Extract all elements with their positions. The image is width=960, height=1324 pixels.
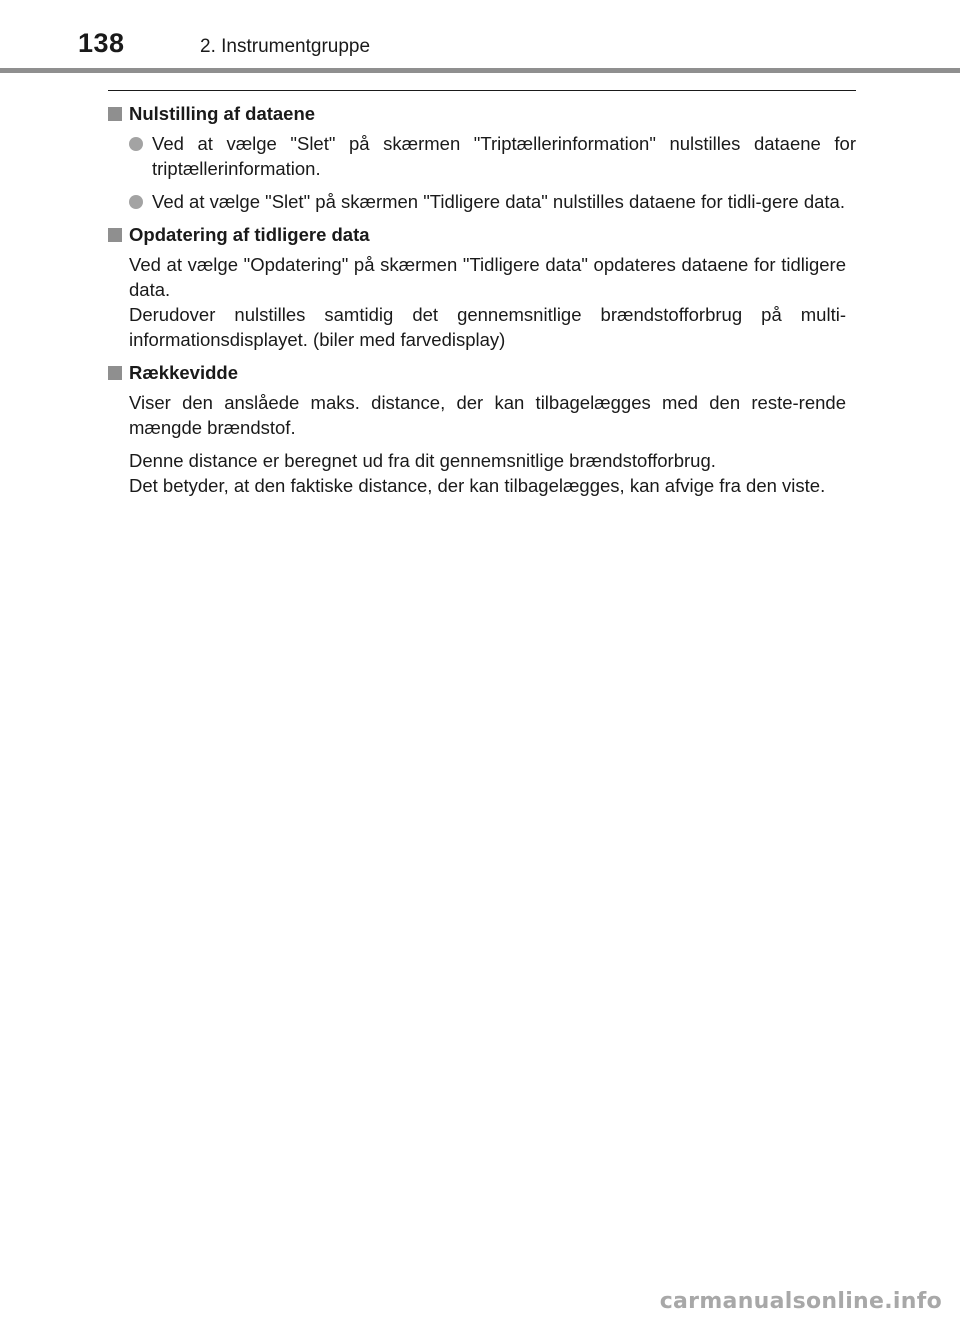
circle-bullet-icon: [129, 137, 143, 151]
bullet-text: Ved at vælge "Slet" på skærmen "Triptællerinformation" nulstilles dataene for triptællerinformation.: [152, 133, 856, 179]
paragraph: Ved at vælge "Opdatering" på skærmen "Tidligere data" opdateres dataene for tidligere data.: [129, 254, 846, 300]
paragraph: Denne distance er beregnet ud fra dit gennemsnitlige brændstofforbrug.: [129, 450, 716, 471]
page-number: 138: [78, 28, 125, 58]
watermark-link[interactable]: carmanualsonline.info: [659, 1289, 942, 1314]
list-item: [108, 189, 856, 214]
heading-range: [108, 360, 856, 385]
header-rule: [0, 68, 960, 73]
heading-update-text: Opdatering af tidligere data: [129, 224, 370, 245]
square-bullet-icon: [108, 107, 122, 121]
list-item: [108, 131, 856, 181]
bullet-text: Ved at vælge "Slet" på skærmen "Tidligere data" nulstilles dataene for tidli-gere data.: [152, 191, 845, 212]
heading-reset: [108, 101, 856, 126]
square-bullet-icon: [108, 366, 122, 380]
circle-bullet-icon: [129, 195, 143, 209]
paragraph: Derudover nulstilles samtidig det gennemsnitlige brændstofforbrug på multi-informationsdisplayet. (biler med farvedisplay): [129, 304, 846, 350]
heading-reset-text: Nulstilling af dataene: [129, 103, 316, 124]
heading-update: [108, 222, 856, 247]
heading-range-text: Rækkevidde: [129, 362, 238, 383]
paragraph: Det betyder, at den faktiske distance, der kan tilbagelægges, kan afvige fra den viste.: [129, 475, 826, 496]
section-title: 2. Instrumentgruppe: [200, 36, 371, 57]
page-content: [108, 90, 856, 498]
square-bullet-icon: [108, 228, 122, 242]
page-header: [0, 0, 960, 74]
paragraph: Viser den anslåede maks. distance, der kan tilbagelægges med den reste-rende mængde brændstof.: [129, 392, 846, 438]
